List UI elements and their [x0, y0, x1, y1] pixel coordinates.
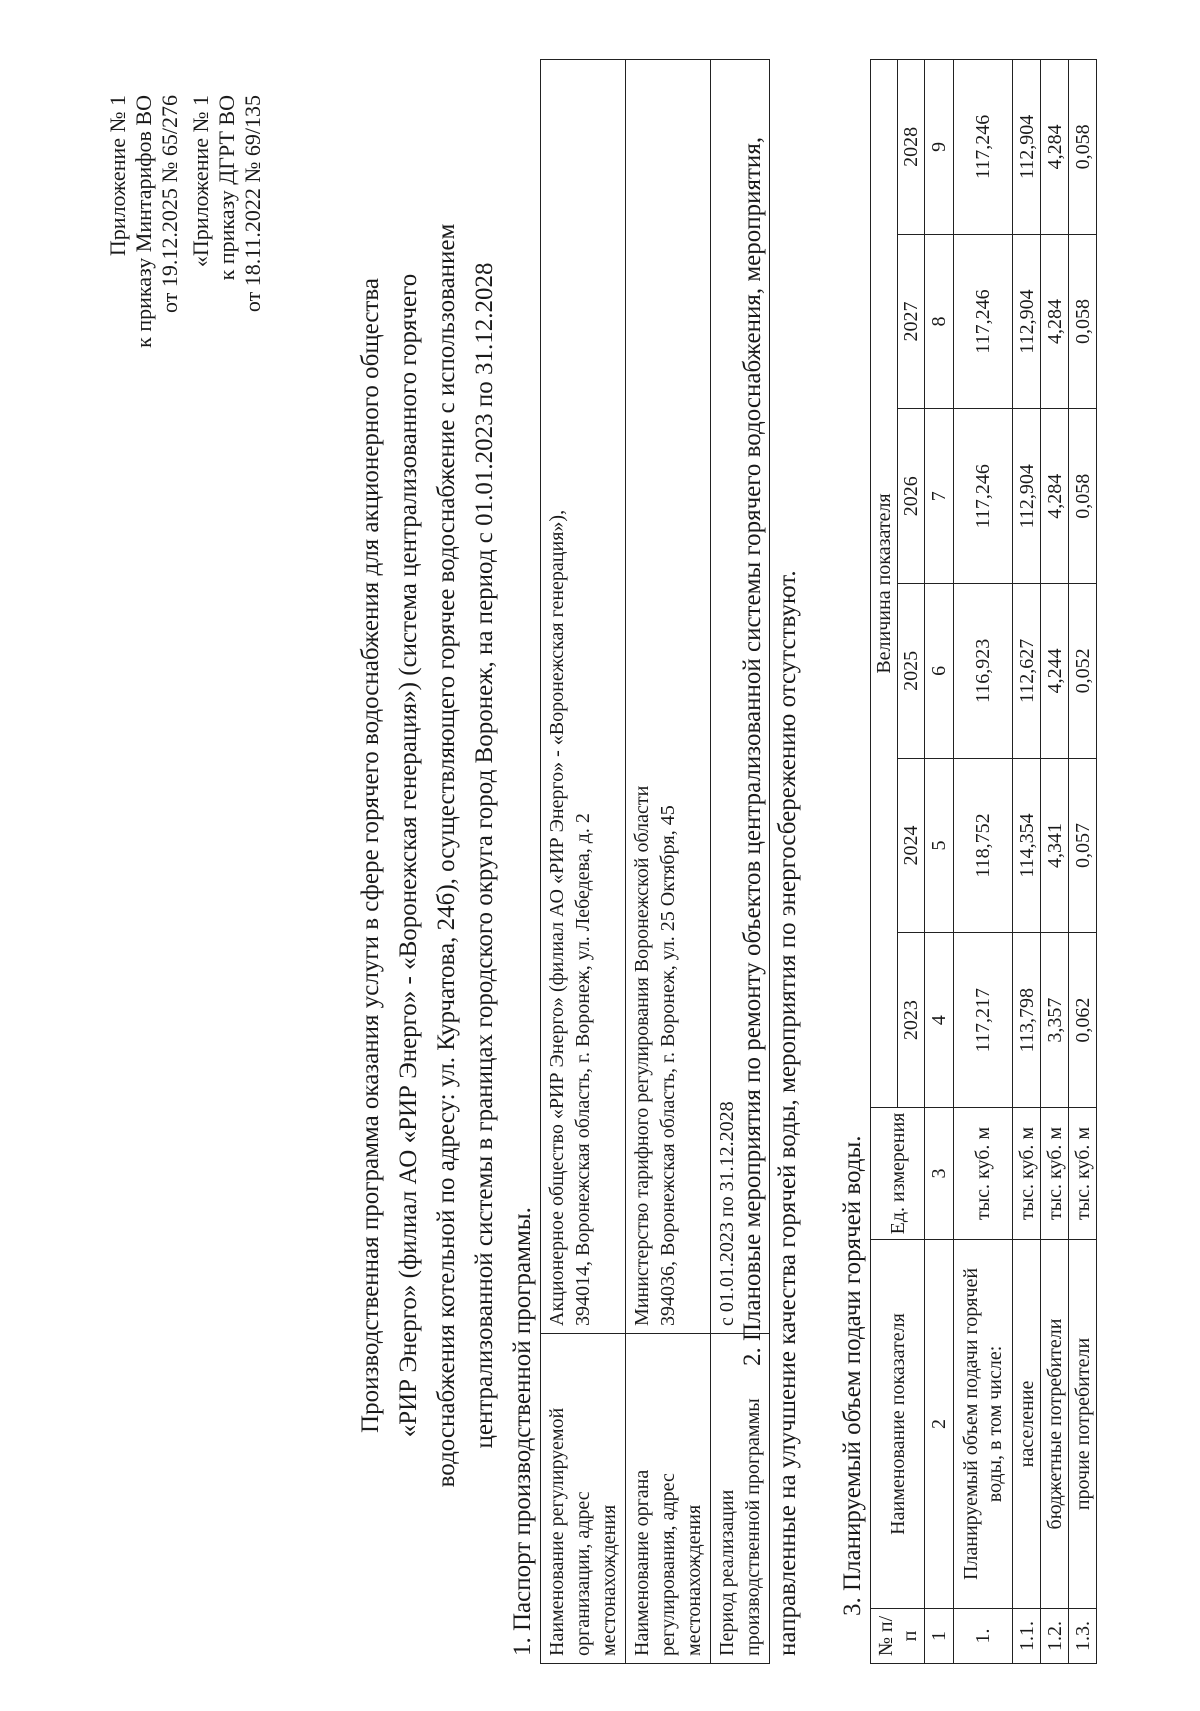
row-value: 114,354	[1013, 758, 1041, 933]
row-value: 4,341	[1041, 758, 1069, 933]
column-index: 4	[925, 933, 954, 1108]
row-number: 1.	[954, 1609, 1013, 1664]
row-value: 113,798	[1013, 933, 1041, 1108]
row-value: 4,284	[1041, 234, 1069, 409]
row-value: 0,062	[1069, 933, 1097, 1108]
passport-value-line: с 01.01.2023 по 31.12.2028	[716, 1101, 738, 1326]
row-number: 1.3.	[1069, 1609, 1097, 1664]
hot-water-volume-table	[870, 59, 1097, 1664]
passport-label: Наименование регулируемой организации, адрес местонахождения	[541, 1334, 626, 1664]
document-title	[352, 60, 504, 1651]
table-row	[1013, 60, 1041, 1664]
column-header-unit: Ед. измерения	[871, 1108, 925, 1240]
row-unit: тыс. куб. м	[1013, 1108, 1041, 1240]
row-value: 0,057	[1069, 758, 1097, 933]
passport-value-line: Министерство тарифного регулирования Воронежской области	[631, 785, 653, 1326]
passport-value-line: 394014, Воронежская область, г. Воронеж, ул. Лебедева, д. 2	[572, 813, 594, 1326]
table-header-row	[871, 60, 898, 1664]
row-value: 0,058	[1069, 234, 1097, 409]
year-header: 2024	[898, 758, 925, 933]
appendix-header-ministry	[105, 95, 183, 348]
column-header-value: Величина показателя	[871, 60, 898, 1108]
row-value: 0,052	[1069, 584, 1097, 759]
title-line: водоснабжения котельной по адресу: ул. Курчатова, 24б), осуществляющего горячее водоснабжение с использованием	[433, 223, 460, 1488]
row-name: Планируемый объем подачи горячей воды, в том числе:	[954, 1240, 1013, 1609]
column-index: 5	[925, 758, 954, 933]
row-unit: тыс. куб. м	[954, 1108, 1013, 1240]
section-1-heading: 1. Паспорт производственной программы.	[509, 1207, 536, 1656]
row-value: 3,357	[1041, 933, 1069, 1108]
row-name: прочие потребители	[1069, 1240, 1097, 1609]
row-value: 112,904	[1013, 409, 1041, 584]
column-index: 2	[925, 1240, 954, 1609]
column-header-no: № п/п	[871, 1609, 925, 1664]
row-number: 1.1.	[1013, 1609, 1041, 1664]
passport-value	[626, 60, 711, 1334]
row-value: 117,246	[954, 60, 1013, 235]
year-header: 2028	[898, 60, 925, 235]
year-header: 2025	[898, 584, 925, 759]
table-row	[1069, 60, 1097, 1664]
row-value: 112,904	[1013, 60, 1041, 235]
year-header: 2027	[898, 234, 925, 409]
passport-value-line: Акционерное общество «РИР Энерго» (филиал АО «РИР Энерго» - «Воронежская генерация»),	[546, 509, 568, 1326]
passport-value-line: 394036, Воронежская область, г. Воронеж, ул. 25 Октября, 45	[657, 805, 679, 1326]
appendix-header-dgrt	[188, 95, 266, 312]
header-line: к приказу Минтарифов ВО	[131, 95, 156, 348]
header-line: от 18.11.2022 № 69/135	[240, 95, 265, 313]
column-index: 7	[925, 409, 954, 584]
column-index: 6	[925, 584, 954, 759]
row-name: население	[1013, 1240, 1041, 1609]
row-value: 4,244	[1041, 584, 1069, 759]
row-value: 117,217	[954, 933, 1013, 1108]
column-index: 8	[925, 234, 954, 409]
row-unit: тыс. куб. м	[1069, 1108, 1097, 1240]
row-value: 118,752	[954, 758, 1013, 933]
row-value: 112,904	[1013, 234, 1041, 409]
section-2-text: 2. Плановые мероприятия по ремонту объектов централизованной системы горячего водоснабжения, мероприятия, направленные на улучшение качества горячей воды, мероприятия по энергосбережению отсутствуют.	[739, 136, 801, 1656]
table-row	[541, 60, 626, 1664]
row-unit: тыс. куб. м	[1041, 1108, 1069, 1240]
passport-value	[541, 60, 626, 1334]
passport-label: Наименование органа регулирования, адрес местонахождения	[626, 1334, 711, 1664]
header-line: Приложение № 1	[105, 95, 130, 257]
row-value: 116,923	[954, 584, 1013, 759]
row-value: 0,058	[1069, 409, 1097, 584]
column-index-row	[925, 60, 954, 1664]
column-index: 3	[925, 1108, 954, 1240]
title-line: централизованной системы в границах городского округа город Воронеж, на период с 01.01.2023 по 31.12.2028	[471, 262, 498, 1449]
table-row	[626, 60, 711, 1664]
header-line: от 19.12.2025 № 65/276	[157, 95, 182, 313]
column-index: 1	[925, 1609, 954, 1664]
row-value: 117,246	[954, 409, 1013, 584]
column-index: 9	[925, 60, 954, 235]
year-header: 2026	[898, 409, 925, 584]
row-number: 1.2.	[1041, 1609, 1069, 1664]
year-header: 2023	[898, 933, 925, 1108]
section-3-heading: 3. Планируемый объем подачи горячей воды.	[839, 1135, 866, 1616]
row-name: бюджетные потребители	[1041, 1240, 1069, 1609]
row-value: 4,284	[1041, 409, 1069, 584]
passport-label: Период реализации производственной программы	[711, 1334, 770, 1664]
row-value: 4,284	[1041, 60, 1069, 235]
title-line: «РИР Энерго» (филиал АО «РИР Энерго» - «Воронежская генерация») (система централизованного горячего	[395, 273, 422, 1438]
row-value: 0,058	[1069, 60, 1097, 235]
row-value: 112,627	[1013, 584, 1041, 759]
header-line: «Приложение № 1	[188, 95, 213, 268]
header-line: к приказу ДГРТ ВО	[214, 95, 239, 281]
column-header-name: Наименование показателя	[871, 1240, 925, 1609]
title-line: Производственная программа оказания услуги в сфере горячего водоснабжения для акционерного общества	[357, 278, 384, 1433]
table-row	[954, 60, 1013, 1664]
row-value: 117,246	[954, 234, 1013, 409]
table-row	[1041, 60, 1069, 1664]
